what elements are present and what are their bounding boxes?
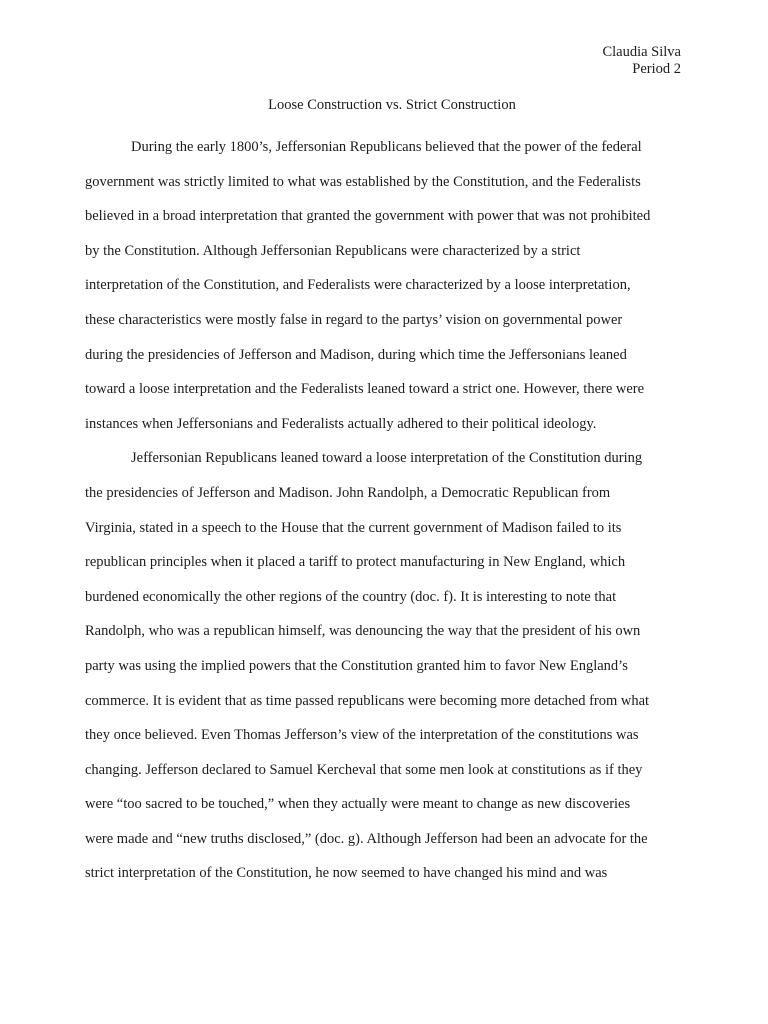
essay-line: During the early 1800’s, Jeffersonian Republicans believed that the power of the federal	[131, 139, 642, 155]
essay-line: were made and “new truths disclosed,” (doc. g). Although Jefferson had been an advocate for the	[85, 830, 648, 847]
essay-line: believed in a broad interpretation that granted the government with power that was not prohibited	[85, 208, 651, 225]
essay-line: by the Constitution. Although Jeffersonian Republicans were characterized by a strict	[85, 242, 581, 259]
essay-line: burdened economically the other regions of the country (doc. f). It is interesting to note that	[85, 588, 617, 605]
class-period: Period 2	[632, 61, 681, 77]
essay-line: strict interpretation of the Constitution, he now seemed to have changed his mind and was	[85, 865, 608, 882]
essay-line: Randolph, who was a republican himself, was denouncing the way that the president of his own	[85, 623, 641, 640]
essay-line: changing. Jefferson declared to Samuel Kercheval that some men look at constitutions as if they	[85, 761, 643, 778]
essay-line: Jeffersonian Republicans leaned toward a loose interpretation of the Constitution during	[131, 450, 643, 467]
essay-line: during the presidencies of Jefferson and Madison, during which time the Jeffersonians leaned	[85, 346, 627, 363]
essay-title: Loose Construction vs. Strict Construction	[268, 97, 516, 113]
essay-line: republican principles when it placed a tariff to protect manufacturing in New England, which	[85, 554, 626, 571]
essay-paragraph	[85, 441, 685, 891]
essay-line: instances when Jeffersonians and Federalists actually adhered to their political ideology.	[85, 415, 597, 432]
essay-line: interpretation of the Constitution, and Federalists were characterized by a loose interpretation,	[85, 277, 631, 294]
essay-line: party was using the implied powers that the Constitution granted him to favor New England’s	[85, 657, 628, 674]
essay-line: the presidencies of Jefferson and Madison. John Randolph, a Democratic Republican from	[85, 484, 611, 501]
essay-line: these characteristics were mostly false in regard to the partys’ vision on governmental power	[85, 311, 623, 328]
author-name: Claudia Silva	[602, 44, 681, 60]
author-header	[602, 44, 681, 78]
essay-line: commerce. It is evident that as time passed republicans were becoming more detached from what	[85, 692, 650, 709]
essay-line: toward a loose interpretation and the Federalists leaned toward a strict one. However, there were	[85, 381, 645, 398]
essay-paragraph	[85, 130, 685, 441]
essay-line: government was strictly limited to what was established by the Constitution, and the Federalists	[85, 173, 641, 190]
essay-line: were “too sacred to be touched,” when they actually were meant to change as new discoveries	[85, 796, 631, 813]
essay-body	[85, 130, 685, 891]
essay-line: they once believed. Even Thomas Jefferson’s view of the interpretation of the constitutions was	[85, 727, 639, 744]
essay-line: Virginia, stated in a speech to the House that the current government of Madison failed to its	[85, 519, 622, 536]
